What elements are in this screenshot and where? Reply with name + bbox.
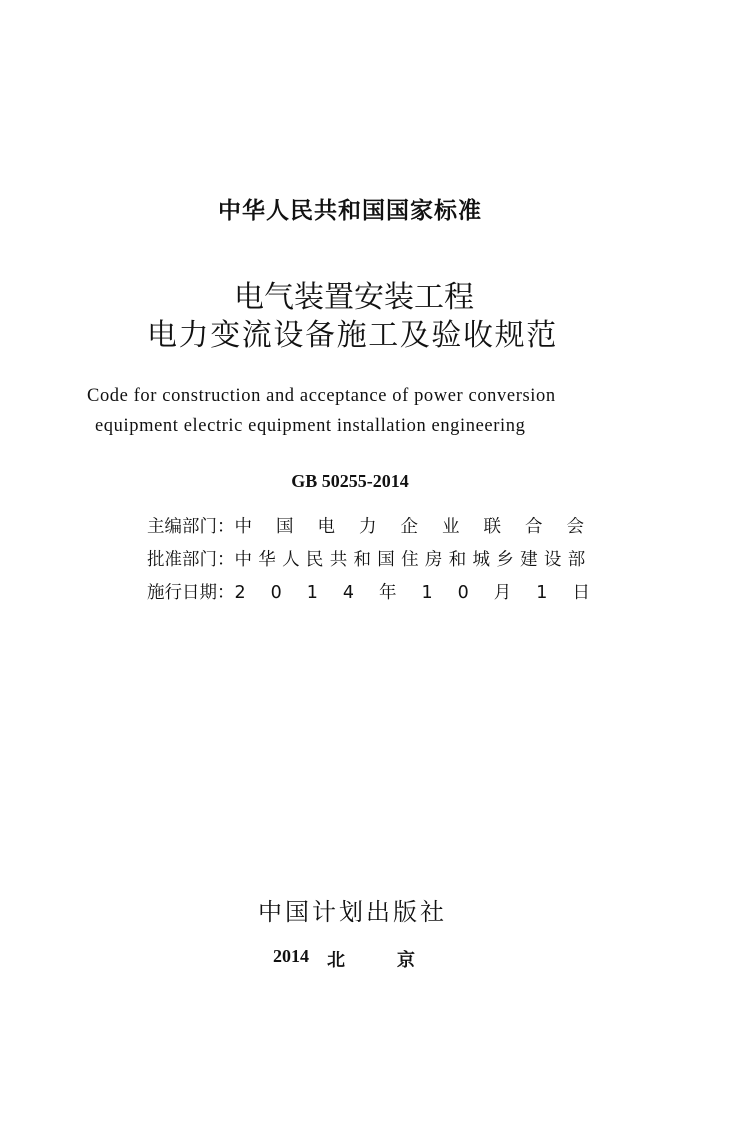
english-title-line-1: Code for construction and acceptance of power conversion — [87, 386, 556, 406]
standard-number: GB 50255-2014 — [291, 471, 409, 491]
title-line-2: 电力变流设备施工及验收规范 — [147, 318, 558, 353]
title-line-1: 电气装置安装工程 — [234, 280, 474, 315]
publish-city: 北京 — [327, 950, 467, 971]
info-value: 中华人民共和国住房和城乡建设部 — [234, 550, 592, 570]
info-row-effective-date — [147, 579, 615, 604]
info-row-chief-editor — [147, 513, 608, 538]
english-title-line-2: equipment electric equipment installation engineering — [95, 416, 526, 436]
info-label: 主编部门： — [147, 517, 235, 537]
publish-info — [273, 946, 467, 972]
info-row-approver — [147, 546, 592, 571]
publisher: 中国计划出版社 — [258, 898, 447, 926]
info-value: 2014年10月1日 — [234, 583, 615, 603]
info-label: 施行日期： — [147, 583, 235, 603]
info-value: 中国电力企业联合会 — [234, 517, 608, 537]
standard-label: 中华人民共和国国家标准 — [218, 198, 482, 224]
publish-year: 2014 — [273, 946, 309, 966]
info-label: 批准部门： — [147, 550, 235, 570]
